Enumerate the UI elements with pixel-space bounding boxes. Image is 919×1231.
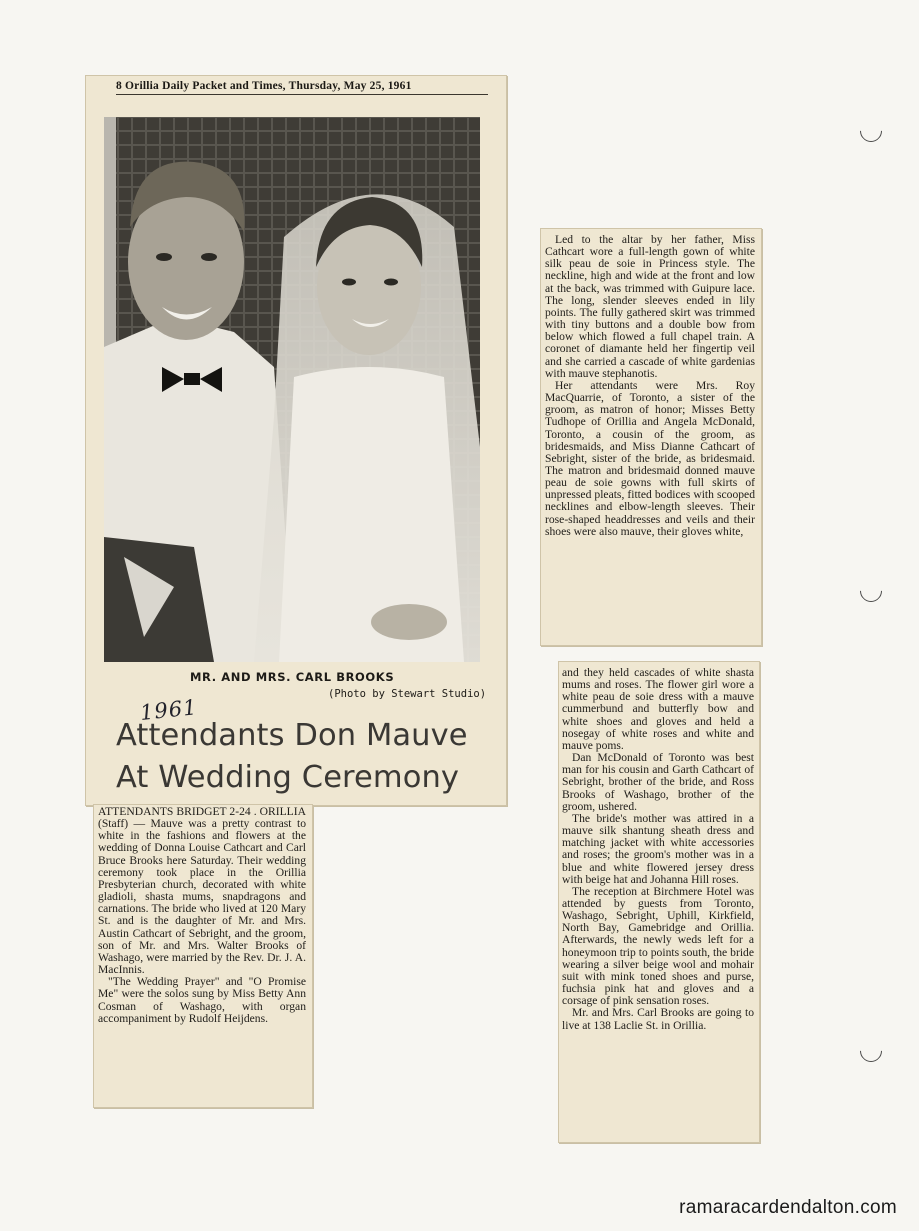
photo-caption: MR. AND MRS. CARL BROOKS: [190, 670, 395, 684]
article-column-left: [98, 806, 306, 1025]
article-paragraph: Mr. and Mrs. Carl Brooks are going to live at 138 Laclie St. in Orillia.: [562, 1006, 754, 1032]
headline-line-2: At Wedding Ceremony: [116, 760, 460, 795]
article-paragraph: Dan McDonald of Toronto was best man for his cousin and Garth Cathcart of Sebright, brother of the bride, and Ross Brooks of Washago, brother of the groom, ushered.: [562, 751, 754, 813]
article-paragraph: The reception at Birchmere Hotel was attended by guests from Toronto, Washago, Sebright, Uphill, Kirkfield, North Bay, Gamebridge and Orillia. Afterwards, the newly weds left for a honeymoon trip to points south, the bride wearing a silver beige wool and mohair suit with mink toned shoes and purse, fuchsia pink hat and gloves and a corsage of pink sensation roses.: [562, 884, 754, 1008]
article-paragraph: The bride's mother was attired in a mauve silk shantung sheath dress and matching jacket with white accessories and roses; the groom's mother was in a blue and white flowered jersey dress with beige hat and Johanna Hill roses.: [562, 811, 754, 886]
punch-hole-mark-top: [855, 115, 886, 146]
article-paragraph: Her attendants were Mrs. Roy MacQuarrie, of Toronto, a sister of the groom, as matron of honor; Misses Betty Tudhope of Orillia and Angela McDonald, Toronto, a cousin of the groom, as bridesmaids, and Miss Dianne Cathcart of Sebright, sister of the bride, as bridesmaid. The matron and bridesmaid donned mauve peau de soie gowns with full skirts of unpressed pleats, fitted bodices with scooped necklines and elbow-length sleeves. Their rose-shaped headdresses and veils and their shoes were also mauve, their gloves white,: [545, 378, 755, 538]
newspaper-masthead: 8 Orillia Daily Packet and Times, Thursday, May 25, 1961: [116, 80, 488, 95]
site-watermark: ramaracardendalton.com: [679, 1197, 897, 1218]
photo-credit: (Photo by Stewart Studio): [328, 688, 487, 700]
punch-hole-mark-middle: [855, 575, 886, 606]
punch-hole-mark-bottom: [855, 1035, 886, 1066]
wedding-photo: [104, 117, 480, 662]
wedding-photo-image: [104, 117, 480, 662]
article-column-right-bottom: [562, 667, 754, 1032]
article-column-right-top: [545, 234, 755, 538]
article-paragraph: "The Wedding Prayer" and "O Promise Me" were the solos sung by Miss Betty Ann Cosman of Washago, with organ accompaniment by Rudolf Heijdens.: [98, 975, 306, 1025]
article-paragraph: Led to the altar by her father, Miss Cathcart wore a full-length gown of white silk peau de soie in Princess style. The neckline, high and wide at the front and low at the back, was trimmed with Guipure lace. The long, slender sleeves ended in lily points. The fully gathered skirt was trimmed with tiny buttons and a double bow from below which flowed a full chapel train. A coronet of diamante held her fingertip veil and she carried a cascade of white gardenias with mauve stephanotis.: [545, 233, 755, 380]
article-paragraph: ATTENDANTS BRIDGET 2-24 . ORILLIA (Staff) — Mauve was a pretty contrast to white in the fashions and flowers at the wedding of Donna Louise Cathcart and Carl Bruce Brooks here Saturday. Their wedding ceremony took place in the Orillia Presbyterian church, decorated with white gladioli, shasta mums, snapdragons and carnations. The bride who lived at 120 Mary St. and is the daughter of Mr. and Mrs. Austin Cathcart of Sebright, and the groom, son of Mr. and Mrs. Walter Brooks of Washago, were married by the Rev. Dr. J. A. MacInnis.: [98, 805, 306, 977]
handwritten-year: 1961: [138, 695, 199, 725]
article-paragraph: and they held cascades of white shasta mums and roses. The flower girl wore a white peau de soie dress with a mauve cummerbund and butterfly bow and white shoes and gloves and held a nosegay of white roses and white and mauve poms.: [562, 666, 754, 752]
headline-line-1: Attendants Don Mauve: [116, 718, 468, 753]
